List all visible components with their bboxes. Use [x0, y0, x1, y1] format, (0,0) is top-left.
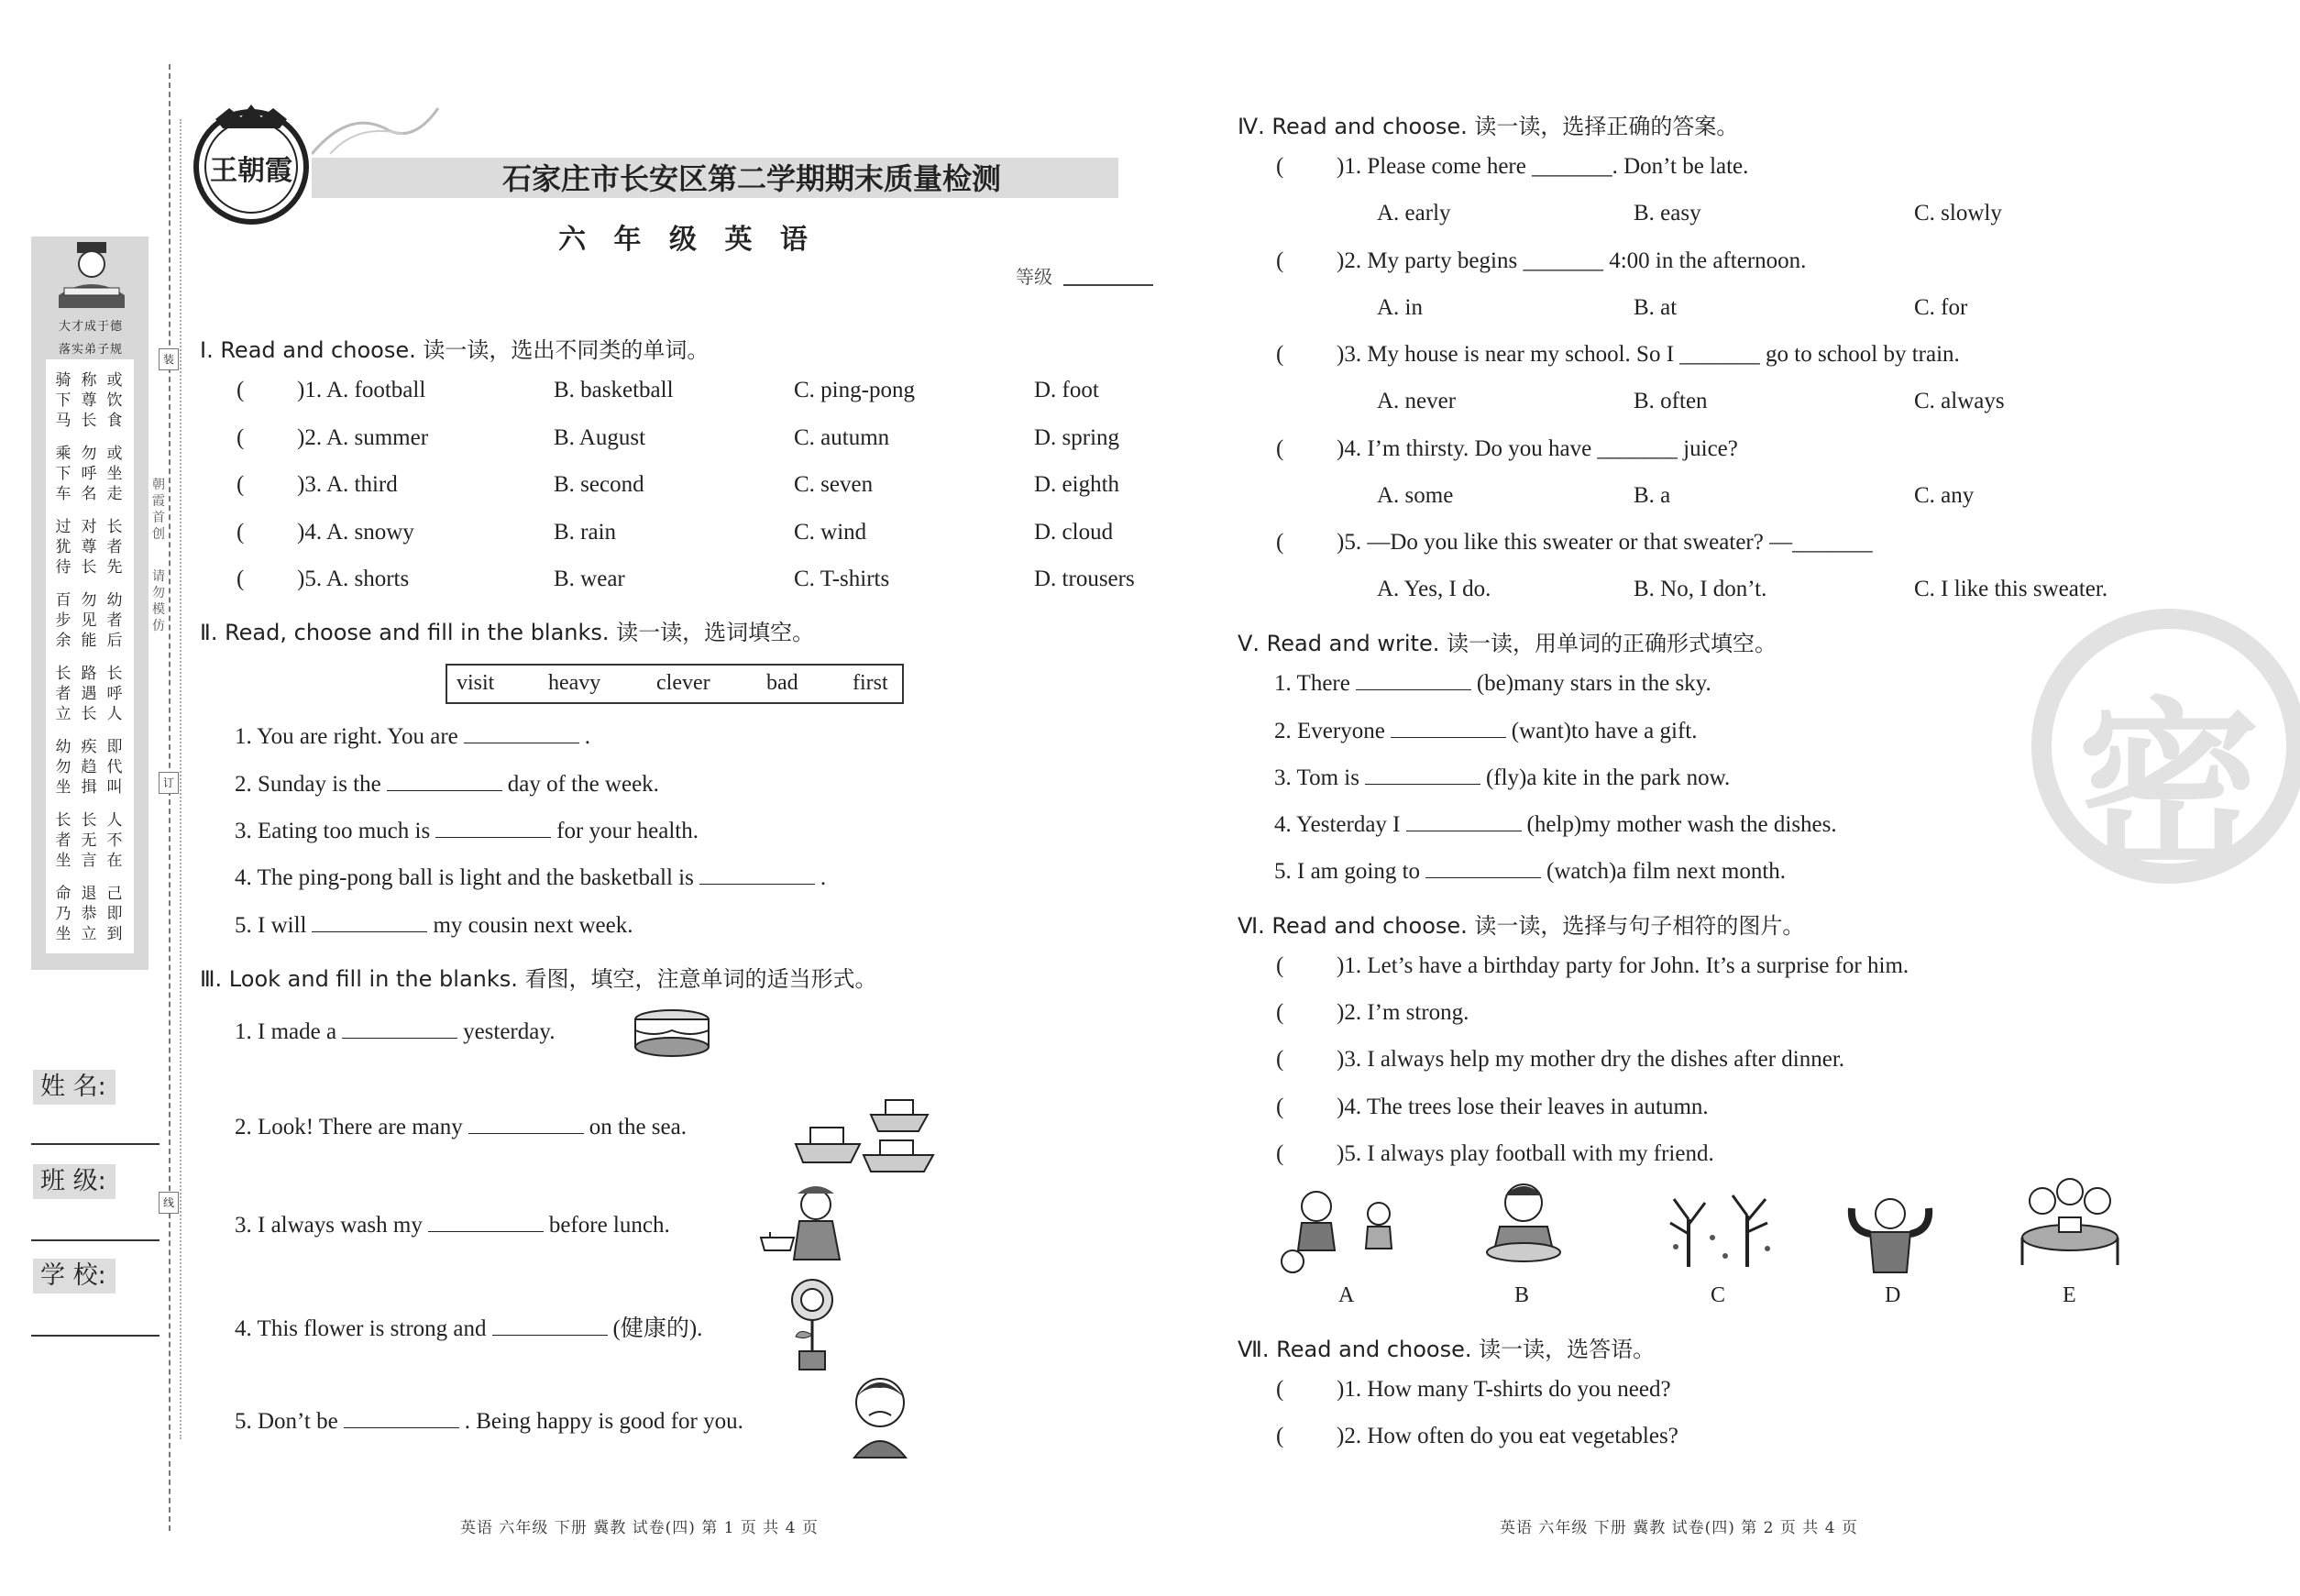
proverb-text: 长呼人: [106, 665, 123, 723]
school-label: 学 校:: [33, 1259, 116, 1293]
answer-paren-open[interactable]: (: [237, 472, 245, 497]
question-text-end: . Being happy is good for you.: [464, 1409, 743, 1434]
picture-label-b: B: [1514, 1283, 1530, 1307]
question-option-b: B. second: [554, 472, 644, 497]
football-kids-icon: [1278, 1186, 1406, 1274]
question-text: 5. I am going to: [1274, 859, 1421, 884]
question-option-a: A. never: [1377, 389, 1457, 413]
answer-blank[interactable]: [342, 1019, 457, 1039]
question-option-b: B. a: [1634, 482, 1671, 508]
question-text: )5. I always play football with my friend.: [1337, 1141, 1714, 1166]
word-bank: [446, 664, 904, 704]
fill-in-question: [235, 865, 826, 891]
question-option-c: C. I like this sweater.: [1914, 577, 2108, 601]
question-text-end: (be)many stars in the sky.: [1476, 671, 1711, 696]
picture-label-e: E: [2063, 1283, 2076, 1307]
sad-boy-icon: [845, 1371, 913, 1459]
proverb-text: 路遇长: [81, 665, 97, 723]
answer-paren-open[interactable]: (: [1276, 530, 1284, 555]
proverb-text: 或饮食: [106, 371, 123, 430]
question-text: )4. I’m thirsty. Do you have _______ juice?: [1337, 435, 1738, 461]
exam-subtitle: 六 年 级 英 语: [558, 224, 817, 256]
proverb-text: 长者坐: [55, 811, 72, 870]
sunflower-icon: [785, 1276, 840, 1371]
question-text: 5. Don’t be: [235, 1409, 338, 1434]
question-option-c: C. autumn: [794, 424, 890, 450]
question-option-a: )2. A. summer: [297, 424, 429, 450]
question-text: )2. I’m strong.: [1337, 1000, 1469, 1025]
question-option-b: B. often: [1634, 389, 1708, 413]
question-option-c: C. any: [1914, 482, 1975, 508]
question-option-b: B. basketball: [554, 378, 674, 402]
proverb-text: 称尊长: [81, 371, 97, 430]
picture-label-c: C: [1711, 1283, 1726, 1307]
question-text: )5. —Do you like this sweater or that sweater? —_______: [1337, 530, 1873, 555]
question-text: 2. Look! There are many: [235, 1115, 463, 1139]
section-2-heading: Ⅱ. Read, choose and fill in the blanks. 读一读，选词填空。: [200, 620, 815, 645]
exam-title: 石家庄市长安区第二学期期末质量检测: [501, 161, 1001, 196]
question-option-c: C. always: [1914, 389, 2005, 413]
proverb-text: 骑下马: [55, 371, 72, 430]
question-option-c: C. T-shirts: [794, 567, 890, 591]
fill-in-question: [1274, 859, 1786, 885]
question-text: )1. Let’s have a birthday party for John. It’s a surprise for him.: [1337, 953, 1909, 978]
question-text: )2. My party begins _______ 4:00 in the afternoon.: [1337, 248, 1807, 273]
answer-blank[interactable]: [312, 913, 427, 932]
question-text-end: .: [584, 724, 590, 749]
fill-in-question: [1274, 765, 1730, 791]
fill-in-question: [235, 1213, 670, 1238]
question-text-end: (健康的).: [612, 1316, 703, 1341]
confidential-watermark-text: 密: [2077, 682, 2261, 896]
answer-blank[interactable]: [1425, 859, 1541, 878]
fill-in-question: [235, 1409, 743, 1435]
proverb-text: 勿见能: [81, 591, 97, 650]
picture-label-d: D: [1885, 1283, 1901, 1307]
page-footer-right: 英语 六年级 下册 冀教 试卷(四) 第 2 页 共 4 页: [1500, 1519, 1858, 1537]
question-text-end: yesterday.: [463, 1019, 556, 1044]
proverb-text: 疾趋揖: [81, 738, 97, 797]
question-option-b: B. at: [1634, 294, 1678, 320]
school-field[interactable]: [31, 1335, 160, 1337]
grade-label: 等级: [1016, 266, 1052, 288]
question-text-end: (fly)a kite in the park now.: [1485, 765, 1731, 790]
proverb-text: 长无言: [81, 811, 97, 870]
question-option-a: A. some: [1377, 482, 1454, 508]
word-bank-word: heavy: [548, 671, 601, 695]
answer-blank[interactable]: [1391, 719, 1506, 738]
question-option-b: B. wear: [554, 567, 625, 591]
answer-blank[interactable]: [1356, 671, 1471, 690]
question-option-b: B. rain: [554, 519, 617, 545]
question-option-a: A. early: [1377, 201, 1451, 226]
proverb-text: 己即到: [106, 885, 123, 943]
answer-paren-open[interactable]: (: [1276, 342, 1284, 367]
note-original: 朝霞首创: [152, 478, 165, 542]
question-option-d: D. spring: [1034, 424, 1120, 450]
question-option-c: C. slowly: [1914, 201, 2002, 226]
section-7-heading: Ⅶ. Read and choose. 读一读，选答语。: [1238, 1337, 1656, 1362]
motto-2: 落实弟子规: [58, 343, 123, 357]
question-option-a: )1. A. football: [297, 378, 426, 402]
proverb-text: 对尊长: [81, 518, 97, 577]
picture-label-a: A: [1338, 1283, 1355, 1307]
answer-blank[interactable]: [492, 1316, 608, 1336]
cut-line: [169, 64, 171, 1531]
answer-paren-open[interactable]: (: [1276, 435, 1284, 461]
proverb-text: 勿呼名: [81, 445, 97, 503]
question-text: )4. The trees lose their leaves in autumn.: [1337, 1095, 1709, 1119]
proverb-text: 退恭立: [81, 885, 97, 943]
question-text: 3. Eating too much is: [235, 819, 431, 843]
question-option-c: C. for: [1914, 294, 1968, 320]
question-option-d: D. foot: [1034, 378, 1099, 402]
question-text-end: my cousin next week.: [433, 913, 633, 938]
fill-in-question: [235, 819, 699, 844]
logo-text: 王朝霞: [210, 155, 292, 187]
proverb-text: 或坐走: [106, 445, 123, 503]
proverb-text: 长者立: [55, 665, 72, 723]
proverb-text: 过犹待: [55, 518, 72, 577]
proverb-text: 幼者后: [106, 591, 123, 650]
cake-icon: [631, 1007, 713, 1060]
word-bank-word: clever: [656, 671, 710, 695]
question-text: 2. Everyone: [1274, 719, 1385, 743]
answer-blank[interactable]: [1365, 765, 1480, 785]
answer-paren-open[interactable]: (: [237, 519, 245, 545]
question-text: 2. Sunday is the: [235, 772, 381, 797]
answer-paren-open[interactable]: (: [1276, 154, 1284, 179]
fill-in-question: [235, 1310, 702, 1343]
section-5-heading: Ⅴ. Read and write. 读一读，用单词的正确形式填空。: [1238, 631, 1777, 656]
question-option-a: )4. A. snowy: [297, 519, 414, 545]
question-text-end: on the sea.: [589, 1115, 687, 1139]
question-text: 4. This flower is strong and: [235, 1316, 487, 1341]
answer-blank[interactable]: [464, 724, 579, 743]
question-option-a: A. Yes, I do.: [1377, 577, 1491, 601]
question-text-end: (help)my mother wash the dishes.: [1526, 812, 1837, 837]
question-option-c: C. wind: [794, 519, 867, 545]
fill-in-question: [235, 772, 659, 798]
answer-blank[interactable]: [468, 1115, 584, 1134]
birthday-party-icon: [2015, 1173, 2125, 1269]
answer-paren-open[interactable]: (: [1276, 1047, 1284, 1072]
answer-paren-open[interactable]: (: [1276, 1141, 1284, 1166]
name-label: 姓 名:: [33, 1070, 116, 1105]
answer-paren-open[interactable]: (: [1276, 248, 1284, 273]
publisher-logo-icon: [188, 101, 314, 227]
question-text: 1. You are right. You are: [235, 724, 458, 749]
question-text: )2. How often do you eat vegetables?: [1337, 1424, 1678, 1448]
section-6-heading: Ⅵ. Read and choose. 读一读，选择与句子相符的图片。: [1238, 913, 1805, 939]
answer-paren-open[interactable]: (: [1276, 1424, 1284, 1448]
question-text: )1. Please come here _______. Don’t be late.: [1337, 154, 1749, 179]
page-footer-left: 英语 六年级 下册 冀教 试卷(四) 第 1 页 共 4 页: [460, 1519, 819, 1537]
question-text-end: (watch)a film next month.: [1546, 859, 1787, 884]
question-option-c: C. seven: [794, 472, 874, 497]
question-text: 1. There: [1274, 671, 1350, 696]
answer-paren-open[interactable]: (: [1276, 1000, 1284, 1025]
section-3-heading: Ⅲ. Look and fill in the blanks. 看图，填空，注意单词的适当形式。: [200, 966, 877, 992]
fill-in-question: [235, 913, 633, 939]
ships-icon: [790, 1087, 937, 1175]
proverb-text: 长者先: [106, 518, 123, 577]
scholar-icon: [46, 240, 138, 312]
fill-in-question: [1274, 812, 1837, 838]
section-4-heading: Ⅳ. Read and choose. 读一读，选择正确的答案。: [1238, 114, 1739, 139]
fill-in-question: [1274, 671, 1711, 697]
answer-paren-open[interactable]: (: [1276, 1377, 1284, 1402]
answer-paren-open[interactable]: (: [237, 567, 245, 591]
question-text-end: day of the week.: [507, 772, 659, 797]
answer-blank[interactable]: [428, 1213, 544, 1232]
question-option-c: C. ping-pong: [794, 378, 915, 402]
class-label: 班 级:: [33, 1164, 116, 1199]
motto-1: 大才成于德: [58, 320, 123, 334]
word-bank-word: visit: [457, 671, 495, 695]
answer-blank[interactable]: [387, 772, 502, 791]
binding-mark-1: 装: [159, 348, 179, 370]
answer-blank[interactable]: [435, 819, 551, 838]
question-text-end: before lunch.: [548, 1213, 670, 1238]
question-text: 5. I will: [235, 913, 307, 938]
fill-in-question: [235, 1115, 687, 1140]
question-option-a: A. in: [1377, 294, 1423, 320]
proverb-text: 幼勿坐: [55, 738, 72, 797]
answer-paren-open[interactable]: (: [1276, 1095, 1284, 1119]
grade-field[interactable]: [1063, 284, 1153, 286]
autumn-trees-icon: [1657, 1183, 1780, 1271]
question-text: 4. The ping-pong ball is light and the basketball is: [235, 865, 694, 890]
proverb-text: 命乃坐: [55, 885, 72, 943]
question-option-b: B. easy: [1634, 201, 1701, 226]
question-text-end: (want)to have a gift.: [1511, 719, 1698, 743]
strong-man-icon: [1843, 1192, 1938, 1274]
word-bank-word: first: [853, 671, 888, 695]
question-text: )1. How many T-shirts do you need?: [1337, 1377, 1671, 1402]
question-option-d: D. trousers: [1034, 567, 1135, 591]
question-option-b: B. No, I don’t.: [1634, 577, 1767, 601]
answer-paren-open[interactable]: (: [1276, 953, 1284, 978]
word-bank-word: bad: [766, 671, 798, 695]
question-option-a: )5. A. shorts: [297, 567, 410, 591]
class-field[interactable]: [31, 1239, 160, 1241]
answer-paren-open[interactable]: (: [237, 378, 245, 402]
proverb-text: 即代叫: [106, 738, 123, 797]
question-text: 4. Yesterday I: [1274, 812, 1401, 837]
fill-in-question: [235, 1019, 555, 1045]
note-no-copy: 请勿模仿: [152, 569, 165, 633]
question-text: )3. My house is near my school. So I _______ go to school by train.: [1337, 342, 1960, 367]
binding-mark-2: 订: [159, 772, 179, 794]
question-option-d: D. eighth: [1034, 472, 1120, 497]
binding-mark-3: 线: [159, 1192, 179, 1214]
question-text: 1. I made a: [235, 1019, 337, 1044]
proverb-text: 百步余: [55, 591, 72, 650]
section-1-heading: Ⅰ. Read and choose. 读一读，选出不同类的单词。: [200, 337, 710, 363]
proverb-text: 人不在: [106, 811, 123, 870]
question-text-end: .: [820, 865, 827, 890]
fill-in-question: [1274, 719, 1698, 744]
question-option-a: )3. A. third: [297, 472, 398, 497]
answer-paren-open[interactable]: (: [237, 424, 245, 450]
dotted-line: [180, 119, 182, 1439]
dish-drying-icon: [1476, 1177, 1579, 1269]
proverb-text: 乘下车: [55, 445, 72, 503]
answer-blank[interactable]: [699, 865, 815, 885]
question-text: )3. I always help my mother dry the dishes after dinner.: [1337, 1047, 1845, 1072]
question-text: 3. Tom is: [1274, 765, 1359, 790]
girl-washing-icon: [757, 1183, 854, 1271]
question-text: 3. I always wash my: [235, 1213, 423, 1238]
question-text-end: for your health.: [556, 819, 699, 843]
answer-blank[interactable]: [344, 1409, 459, 1428]
fill-in-question: [235, 724, 590, 750]
question-option-d: D. cloud: [1034, 519, 1114, 545]
ribbon-decoration: [312, 101, 440, 156]
answer-blank[interactable]: [1406, 812, 1522, 831]
question-option-b: B. August: [554, 424, 646, 450]
name-field[interactable]: [31, 1143, 160, 1145]
